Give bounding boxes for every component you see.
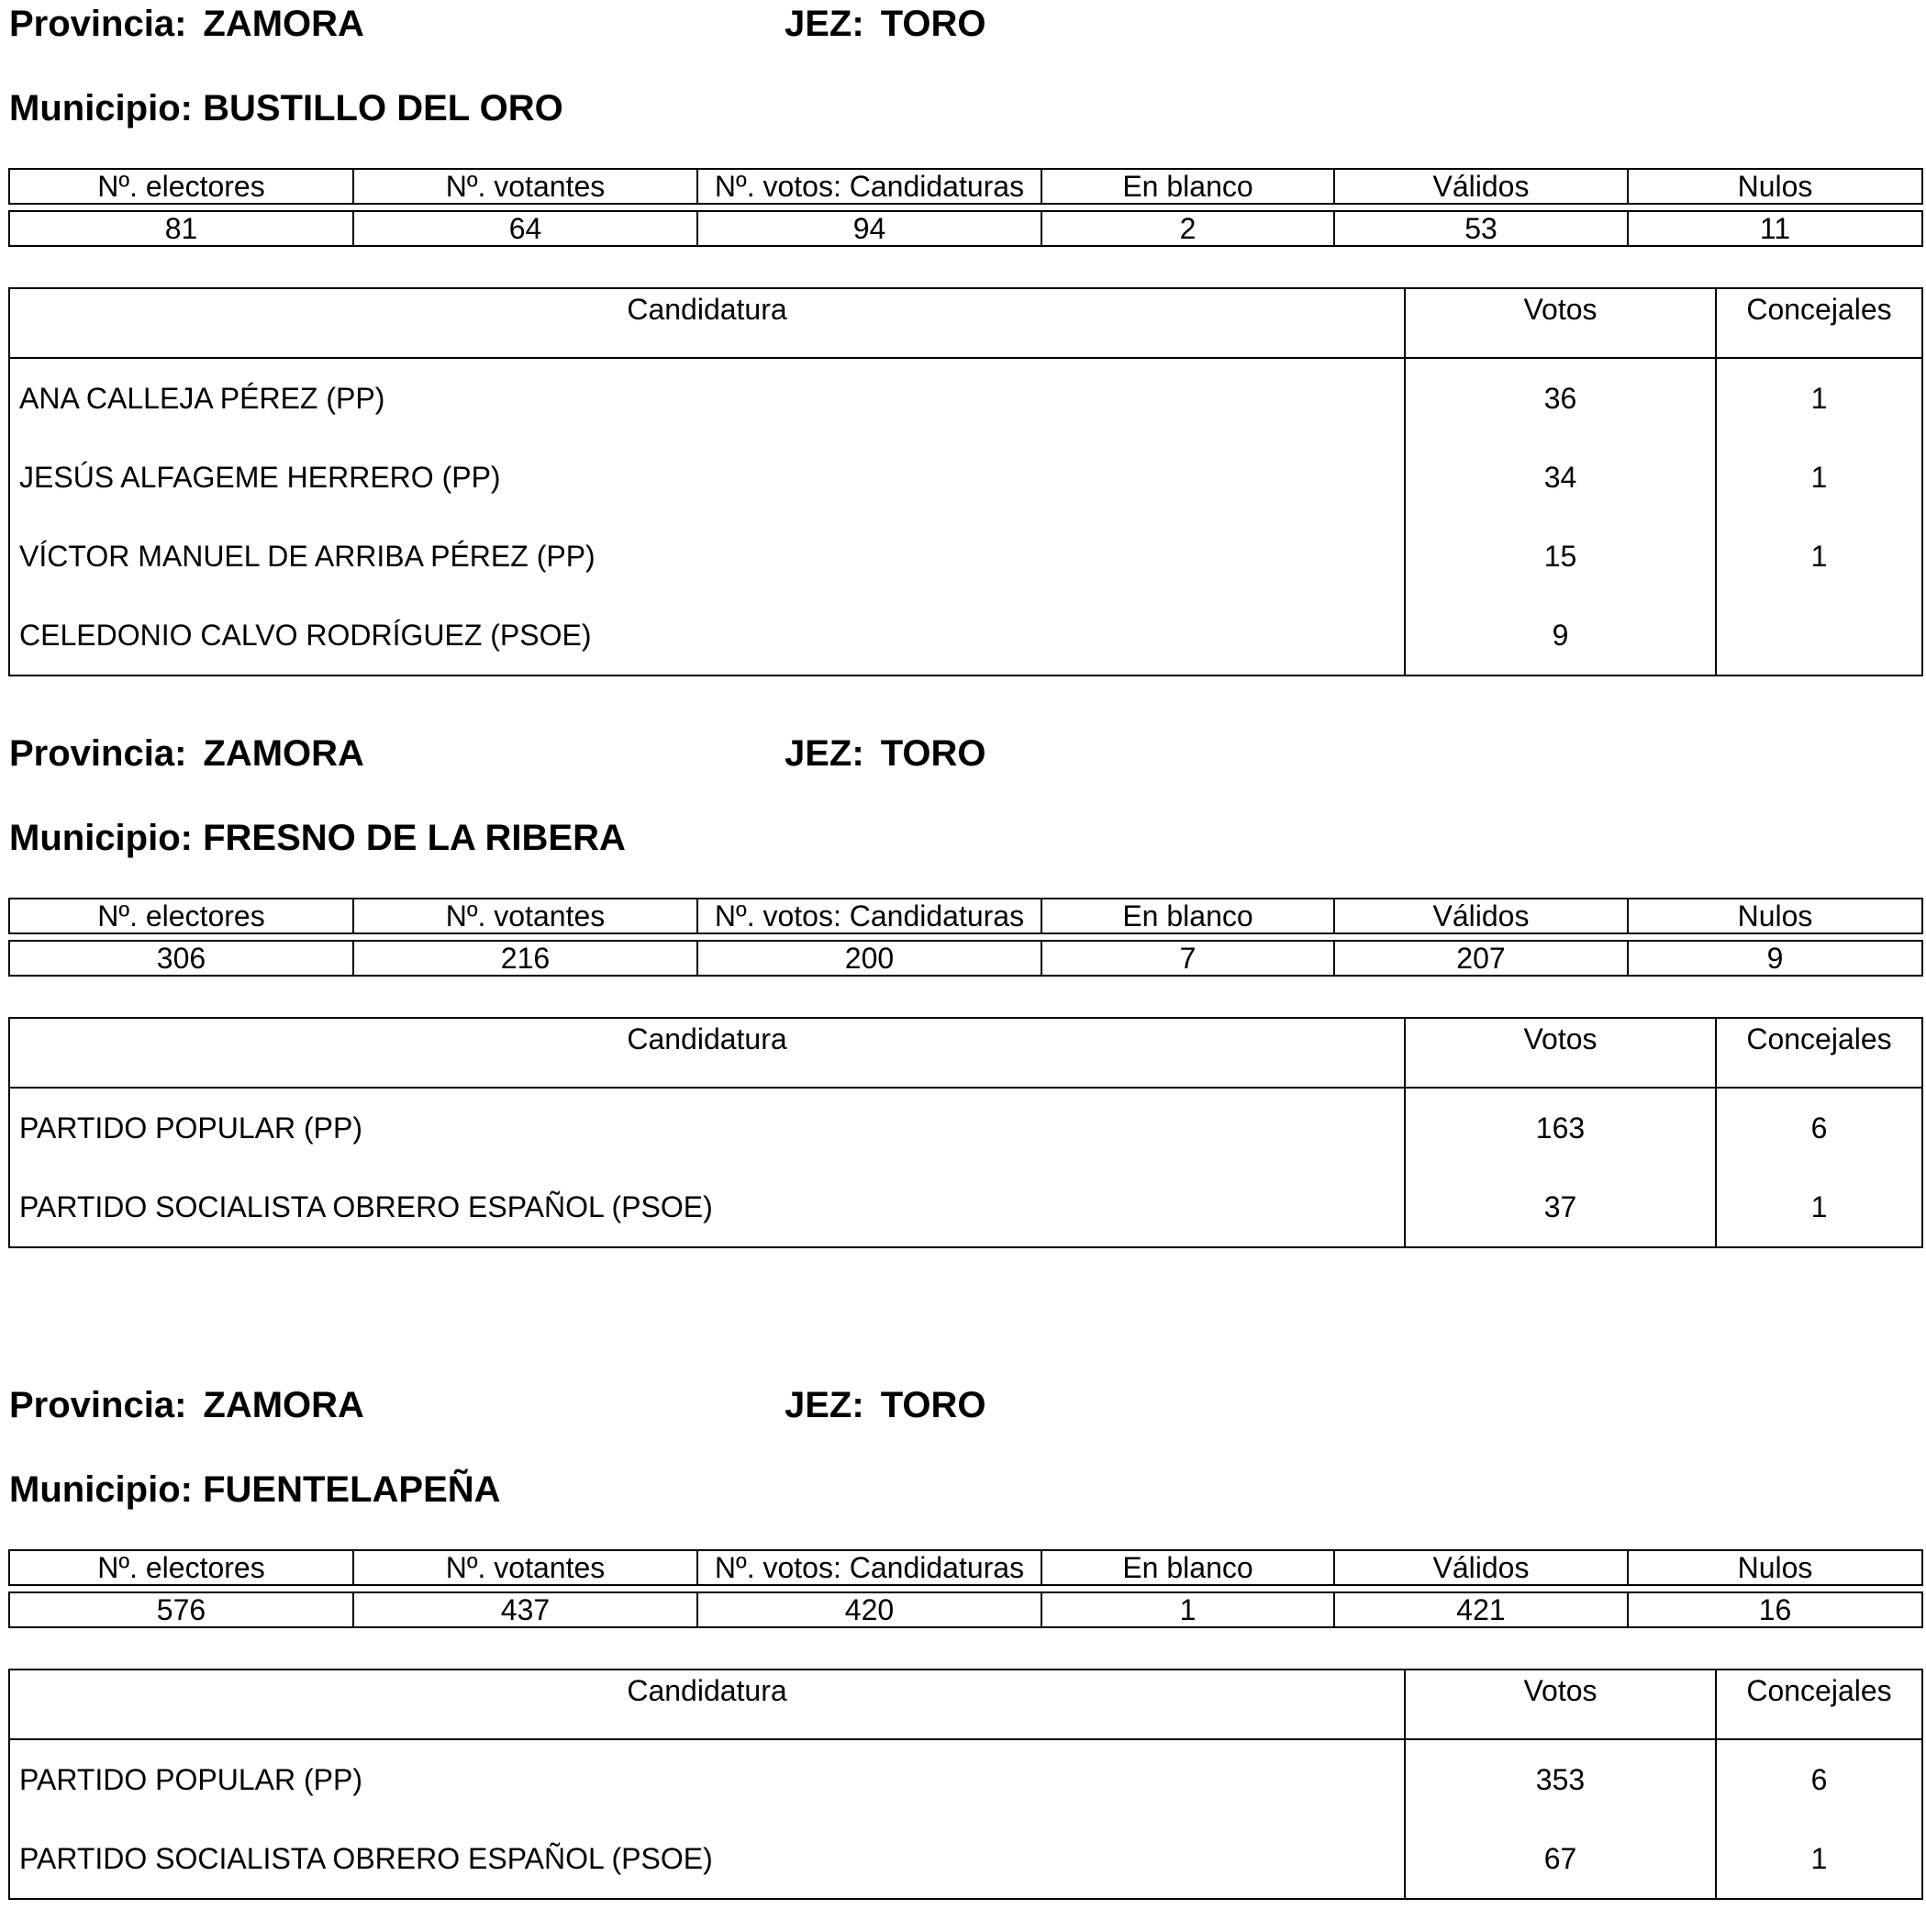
candidate-concejales: 6 <box>1716 1739 1922 1819</box>
col-votos-candidaturas: Nº. votos: Candidaturas <box>697 899 1041 933</box>
candidate-row <box>9 1819 1922 1899</box>
provincia-label: Provincia: <box>9 733 187 774</box>
col-votos: Votos <box>1405 1018 1716 1088</box>
col-votantes: Nº. votantes <box>353 1550 697 1585</box>
candidate-name: JESÚS ALFAGEME HERRERO (PP) <box>9 438 1405 517</box>
votos-candidaturas-value: 420 <box>697 1592 1041 1627</box>
candidate-row <box>9 438 1922 517</box>
candidate-votos: 36 <box>1405 358 1716 438</box>
provincia-value: ZAMORA <box>203 4 364 44</box>
summary-gap <box>9 204 1922 211</box>
candidates-table <box>8 287 1923 676</box>
candidate-concejales <box>1716 596 1922 676</box>
col-electores: Nº. electores <box>9 899 353 933</box>
candidate-name: PARTIDO POPULAR (PP) <box>9 1088 1405 1167</box>
candidate-concejales: 1 <box>1716 1167 1922 1247</box>
provincia-header <box>9 6 364 42</box>
candidate-votos: 163 <box>1405 1088 1716 1167</box>
candidate-row <box>9 596 1922 676</box>
candidates-header-row <box>9 1670 1922 1739</box>
candidates-header-row <box>9 288 1922 358</box>
candidate-votos: 353 <box>1405 1739 1716 1819</box>
jez-value: TORO <box>880 1385 986 1425</box>
jez-label: JEZ: <box>785 733 864 774</box>
votos-candidaturas-value: 200 <box>697 941 1041 976</box>
col-concejales: Concejales <box>1716 1018 1922 1088</box>
col-votos: Votos <box>1405 1670 1716 1739</box>
col-en-blanco: En blanco <box>1041 899 1334 933</box>
col-concejales: Concejales <box>1716 1670 1922 1739</box>
nulos-value: 11 <box>1628 211 1922 246</box>
candidate-votos: 15 <box>1405 517 1716 596</box>
municipio-header <box>9 820 626 856</box>
candidate-row <box>9 1167 1922 1247</box>
jez-header <box>785 1387 986 1424</box>
candidate-concejales: 1 <box>1716 438 1922 517</box>
col-votantes: Nº. votantes <box>353 899 697 933</box>
summary-gap <box>9 933 1922 941</box>
candidate-votos: 67 <box>1405 1819 1716 1899</box>
col-nulos: Nulos <box>1628 169 1922 204</box>
col-candidatura: Candidatura <box>9 288 1405 358</box>
municipio-section <box>0 0 1926 652</box>
summary-values-row <box>9 211 1922 246</box>
candidate-concejales: 1 <box>1716 517 1922 596</box>
nulos-value: 9 <box>1628 941 1922 976</box>
municipio-label: Municipio: <box>9 1469 193 1510</box>
col-candidatura: Candidatura <box>9 1670 1405 1739</box>
candidate-votos: 9 <box>1405 596 1716 676</box>
provincia-header <box>9 1387 364 1424</box>
summary-header-row <box>9 169 1922 204</box>
summary-table <box>8 898 1923 977</box>
jez-header <box>785 735 986 772</box>
jez-value: TORO <box>880 4 986 44</box>
candidate-row <box>9 1088 1922 1167</box>
summary-values-row <box>9 1592 1922 1627</box>
candidates-table <box>8 1017 1923 1248</box>
municipio-section <box>0 730 1926 1280</box>
summary-header-row <box>9 1550 1922 1585</box>
electores-value: 81 <box>9 211 353 246</box>
validos-value: 207 <box>1334 941 1628 976</box>
municipio-label: Municipio: <box>9 818 193 858</box>
candidate-row <box>9 1739 1922 1819</box>
col-validos: Válidos <box>1334 169 1628 204</box>
municipio-label: Municipio: <box>9 88 193 128</box>
summary-gap <box>9 1585 1922 1592</box>
provincia-label: Provincia: <box>9 4 187 44</box>
municipio-value: BUSTILLO DEL ORO <box>203 88 563 128</box>
en-blanco-value: 7 <box>1041 941 1334 976</box>
candidates-table <box>8 1669 1923 1900</box>
candidate-votos: 34 <box>1405 438 1716 517</box>
summary-table <box>8 1549 1923 1628</box>
nulos-value: 16 <box>1628 1592 1922 1627</box>
jez-label: JEZ: <box>785 1385 864 1425</box>
col-candidatura: Candidatura <box>9 1018 1405 1088</box>
col-votantes: Nº. votantes <box>353 169 697 204</box>
candidates-header-row <box>9 1018 1922 1088</box>
col-en-blanco: En blanco <box>1041 169 1334 204</box>
summary-values-row <box>9 941 1922 976</box>
municipio-header <box>9 1471 501 1508</box>
votos-candidaturas-value: 94 <box>697 211 1041 246</box>
col-en-blanco: En blanco <box>1041 1550 1334 1585</box>
col-votos-candidaturas: Nº. votos: Candidaturas <box>697 1550 1041 1585</box>
en-blanco-value: 1 <box>1041 1592 1334 1627</box>
votantes-value: 437 <box>353 1592 697 1627</box>
col-nulos: Nulos <box>1628 899 1922 933</box>
validos-value: 421 <box>1334 1592 1628 1627</box>
candidate-name: VÍCTOR MANUEL DE ARRIBA PÉREZ (PP) <box>9 517 1405 596</box>
provincia-header <box>9 735 364 772</box>
col-electores: Nº. electores <box>9 1550 353 1585</box>
validos-value: 53 <box>1334 211 1628 246</box>
candidate-name: ANA CALLEJA PÉREZ (PP) <box>9 358 1405 438</box>
jez-label: JEZ: <box>785 4 864 44</box>
provincia-value: ZAMORA <box>203 1385 364 1425</box>
municipio-value: FRESNO DE LA RIBERA <box>203 818 626 858</box>
summary-table <box>8 168 1923 247</box>
col-votos: Votos <box>1405 288 1716 358</box>
municipio-header <box>9 90 563 127</box>
candidate-votos: 37 <box>1405 1167 1716 1247</box>
candidate-name: PARTIDO POPULAR (PP) <box>9 1739 1405 1819</box>
candidate-row <box>9 517 1922 596</box>
candidate-concejales: 6 <box>1716 1088 1922 1167</box>
municipio-section <box>0 1381 1926 1932</box>
col-concejales: Concejales <box>1716 288 1922 358</box>
candidate-concejales: 1 <box>1716 1819 1922 1899</box>
provincia-label: Provincia: <box>9 1385 187 1425</box>
electores-value: 576 <box>9 1592 353 1627</box>
col-electores: Nº. electores <box>9 169 353 204</box>
provincia-value: ZAMORA <box>203 733 364 774</box>
jez-header <box>785 6 986 42</box>
municipio-value: FUENTELAPEÑA <box>203 1469 501 1510</box>
col-validos: Válidos <box>1334 1550 1628 1585</box>
en-blanco-value: 2 <box>1041 211 1334 246</box>
col-nulos: Nulos <box>1628 1550 1922 1585</box>
votantes-value: 216 <box>353 941 697 976</box>
col-votos-candidaturas: Nº. votos: Candidaturas <box>697 169 1041 204</box>
jez-value: TORO <box>880 733 986 774</box>
candidate-row <box>9 358 1922 438</box>
candidate-name: PARTIDO SOCIALISTA OBRERO ESPAÑOL (PSOE) <box>9 1167 1405 1247</box>
candidate-name: PARTIDO SOCIALISTA OBRERO ESPAÑOL (PSOE) <box>9 1819 1405 1899</box>
electores-value: 306 <box>9 941 353 976</box>
candidate-concejales: 1 <box>1716 358 1922 438</box>
col-validos: Válidos <box>1334 899 1628 933</box>
candidate-name: CELEDONIO CALVO RODRÍGUEZ (PSOE) <box>9 596 1405 676</box>
votantes-value: 64 <box>353 211 697 246</box>
summary-header-row <box>9 899 1922 933</box>
